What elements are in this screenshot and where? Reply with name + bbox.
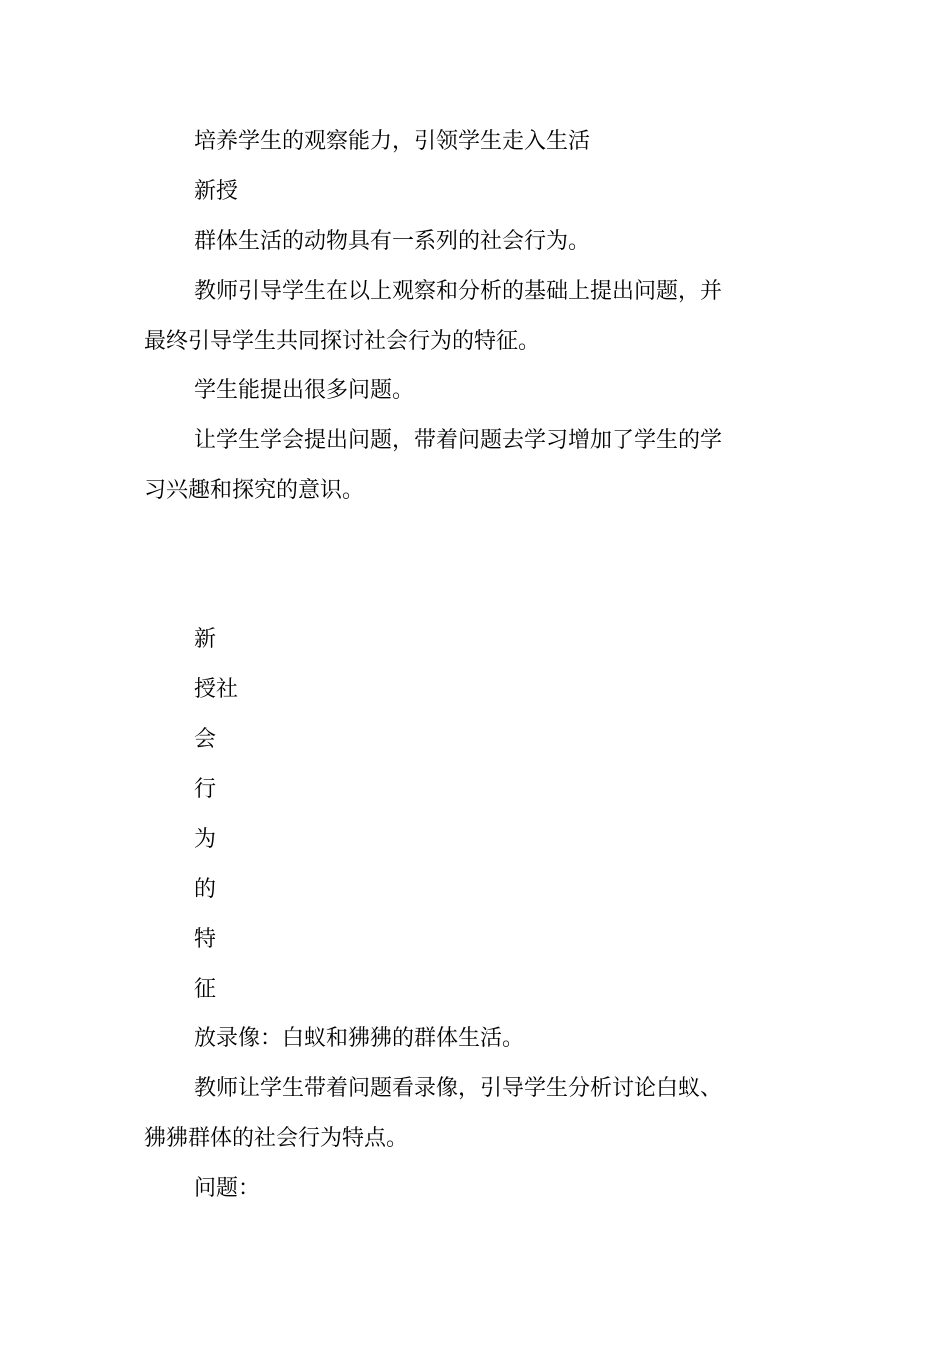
text-line: 放录像：白蚁和狒狒的群体生活。 [194, 1026, 525, 1051]
text-line: 新授 [194, 179, 239, 204]
text-line: 教师引导学生在以上观察和分析的基础上提出问题，并 [194, 279, 723, 304]
text-line: 行 [194, 777, 217, 802]
text-line: 问题： [194, 1176, 261, 1201]
text-line: 群体生活的动物具有一系列的社会行为。 [194, 229, 591, 254]
text-line: 为 [194, 827, 217, 852]
text-line: 特 [194, 927, 217, 952]
text-line: 最终引导学生共同探讨社会行为的特征。 [144, 329, 541, 354]
text-line: 培养学生的观察能力，引领学生走入生活 [194, 129, 591, 154]
text-line: 狒狒群体的社会行为特点。 [144, 1126, 409, 1151]
text-line: 学生能提出很多问题。 [194, 378, 415, 403]
text-line: 让学生学会提出问题，带着问题去学习增加了学生的学 [194, 428, 723, 453]
text-line: 征 [194, 977, 217, 1002]
text-line: 授社 [194, 677, 239, 702]
text-line: 会 [194, 727, 217, 752]
text-line: 习兴趣和探究的意识。 [144, 478, 365, 503]
text-line: 教师让学生带着问题看录像，引导学生分析讨论白蚁、 [194, 1076, 723, 1101]
text-line: 新 [194, 627, 217, 652]
text-line: 的 [194, 877, 217, 902]
